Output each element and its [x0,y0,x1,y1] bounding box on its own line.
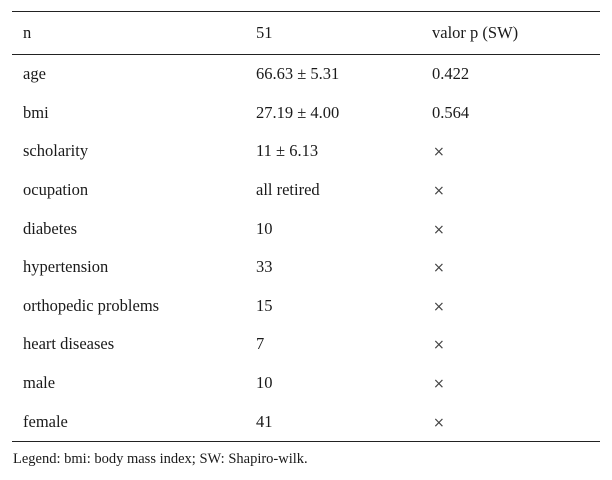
not-applicable-icon: × [433,260,445,277]
row-value: 66.63 ± 5.31 [256,64,340,84]
table-row [12,248,600,287]
table-row [12,325,600,364]
row-label: orthopedic problems [23,295,160,315]
row-label: heart diseases [23,334,115,354]
row-value: 10 [256,373,273,393]
table-row [12,402,600,441]
not-applicable-icon: × [433,298,445,315]
table-header-row [12,12,600,55]
table-row [12,364,600,403]
demographics-table [12,11,600,442]
row-label: ocupation [23,180,89,200]
row-label: scholarity [23,141,89,161]
header-count: 51 [256,23,273,42]
header-p-value: valor p (SW) [432,23,519,42]
row-value: all retired [256,180,320,200]
row-value: 10 [256,218,273,238]
row-value: 15 [256,295,273,315]
row-value: 41 [256,411,273,431]
row-label: bmi [23,102,49,122]
table-row [12,209,600,248]
not-applicable-icon: × [433,144,445,161]
row-label: female [23,411,68,431]
table-row [12,94,600,133]
row-label: diabetes [23,218,78,238]
table-row [12,171,600,210]
table-legend: Legend: bmi: body mass index; SW: Shapiro-wilk. [13,451,308,467]
row-label: hypertension [23,257,109,277]
not-applicable-icon: × [433,221,445,238]
row-value: 11 ± 6.13 [256,141,319,161]
demographics-table-container [12,11,600,442]
header-n: n [23,23,32,42]
table-row [12,55,600,94]
not-applicable-icon: × [433,337,445,354]
row-value: 33 [256,257,273,277]
row-value: 27.19 ± 4.00 [256,102,340,122]
not-applicable-icon: × [433,183,445,200]
row-p-value: 0.564 [432,102,470,122]
row-value: 7 [256,334,265,354]
row-p-value: 0.422 [432,64,470,84]
row-label: age [23,64,46,84]
not-applicable-icon: × [433,414,445,431]
table-row [12,287,600,326]
row-label: male [23,373,56,393]
table-row [12,132,600,171]
not-applicable-icon: × [433,376,445,393]
